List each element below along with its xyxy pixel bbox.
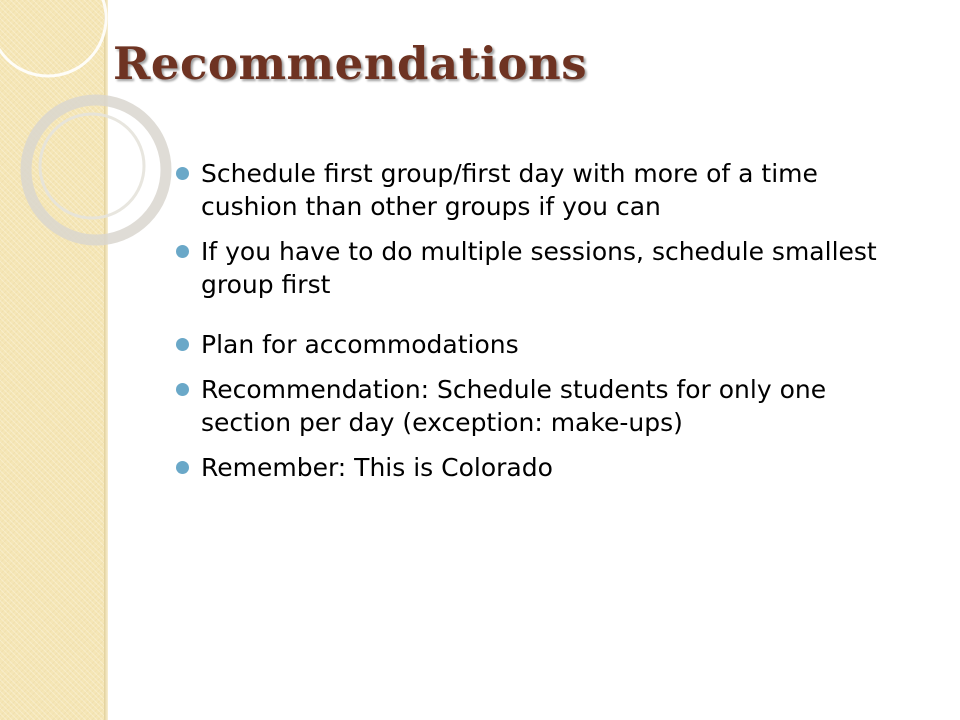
bullet-list <box>176 157 916 496</box>
bullet-item <box>176 451 916 484</box>
bullet-dot-icon <box>176 461 189 474</box>
bullet-text: Recommendation: Schedule students for only one section per day (exception: make-ups) <box>201 375 827 437</box>
bullet-dot-icon <box>176 245 189 258</box>
bullet-text: Plan for accommodations <box>201 330 519 359</box>
bullet-item <box>176 373 916 439</box>
decor-circle-small <box>40 114 144 218</box>
bullet-item <box>176 235 916 301</box>
bullet-dot-icon <box>176 383 189 396</box>
bullet-dot-icon <box>176 167 189 180</box>
decor-circle-top <box>0 0 106 76</box>
slide-title: Recommendations <box>113 37 588 90</box>
bullet-item <box>176 157 916 223</box>
bullet-dot-icon <box>176 338 189 351</box>
bullet-text: Schedule first group/first day with more of a time cushion than other groups if you can <box>201 159 818 221</box>
bullet-text: Remember: This is Colorado <box>201 453 553 482</box>
bullet-text: If you have to do multiple sessions, schedule smallest group first <box>201 237 877 299</box>
bullet-item <box>176 328 916 361</box>
